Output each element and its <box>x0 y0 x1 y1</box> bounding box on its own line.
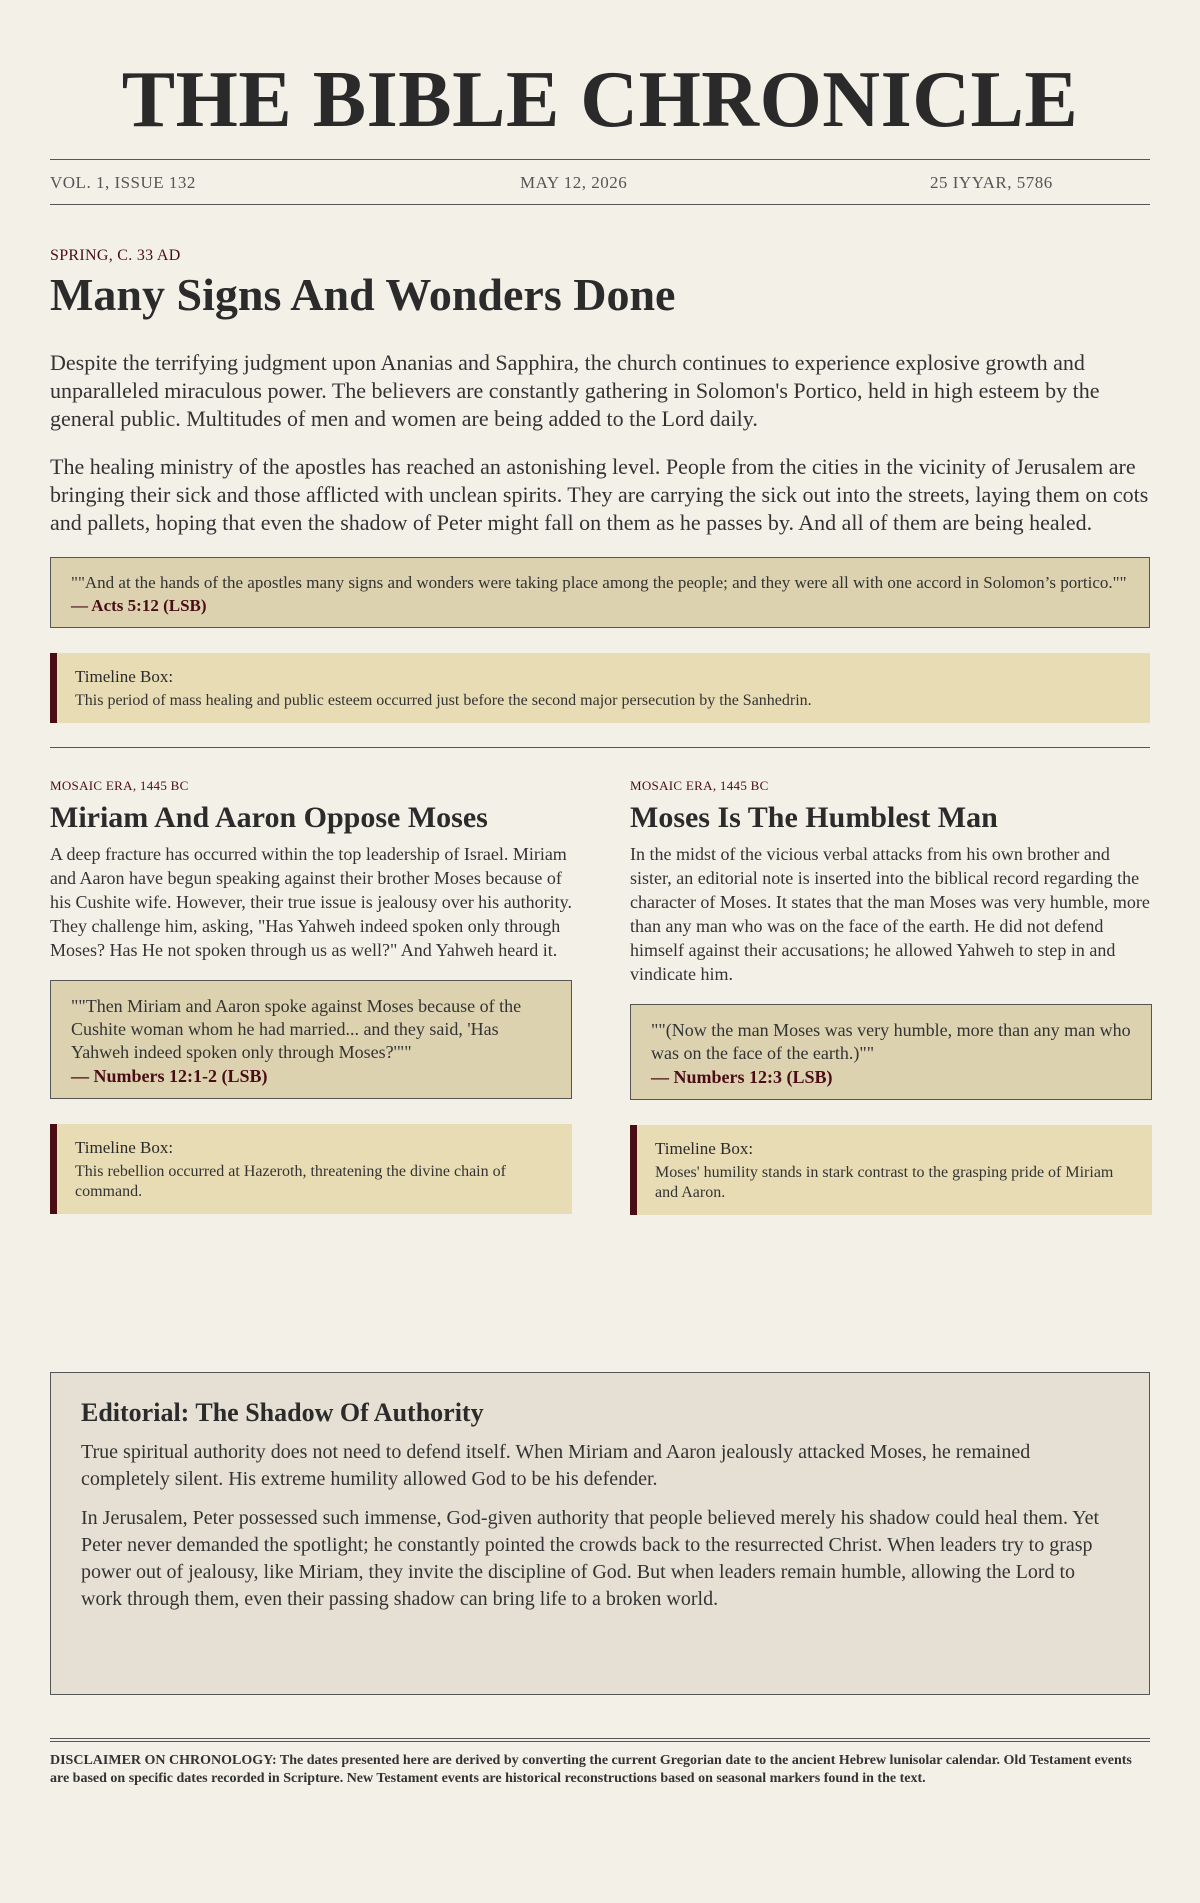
quote-citation: — Numbers 12:3 (LSB) <box>651 1067 833 1087</box>
footer-disclaimer <box>50 1738 1150 1788</box>
newspaper-page <box>50 0 1150 1786</box>
right-body: In the midst of the vicious verbal attacks from his own brother and sister, an editorial note is inserted into the biblical record regarding the character of Moses. It states that the man Moses was very humble, more than any man who was on the face of the earth. He did not defend himself against their accusations; he allowed Yahweh to step in and vindicate him. <box>630 844 1150 984</box>
timeline-text: This period of mass healing and public esteem occurred just before the second major persecution by the Sanhedrin. <box>75 692 812 709</box>
timeline-text: This rebellion occurred at Hazeroth, threatening the divine chain of command. <box>75 1163 506 1200</box>
left-scripture-quote <box>50 980 572 1099</box>
volume-issue: VOL. 1, ISSUE 132 <box>50 173 196 192</box>
timeline-title: Timeline Box: <box>75 667 174 686</box>
editorial-box <box>50 1372 1150 1695</box>
newspaper-title: THE BIBLE CHRONICLE <box>121 56 1079 144</box>
left-body: A deep fracture has occurred within the top leadership of Israel. Miriam and Aaron have begun speaking against their brother Moses because of his Cushite wife. However, their true issue is jealousy over his authority. They challenge him, asking, "Has Yahweh indeed spoken only through Moses? Has He not spoken through us as well?" And Yahweh heard it. <box>50 844 573 960</box>
right-article <box>630 778 1152 1215</box>
editorial-paragraph: In Jerusalem, Peter possessed such immense, God-given authority that people believed merely his shadow could heal them. Yet Peter never demanded the spotlight; he constantly pointed the crowds back to the resurrected Christ. When leaders try to grasp power out of jealousy, like Miriam, they invite the discipline of God. But when leaders remain humble, allowing the Lord to work through them, even their passing shadow can bring life to a broken world. <box>81 1507 1100 1610</box>
dateline <box>50 159 1150 205</box>
lead-eyebrow: SPRING, C. 33 AD <box>50 247 181 264</box>
left-article <box>50 778 572 1214</box>
timeline-text: Moses' humility stands in stark contrast to the grasping pride of Miriam and Aaron. <box>655 1164 1114 1201</box>
editorial-title: Editorial: The Shadow Of Authority <box>81 1398 484 1427</box>
hebrew-date: 25 IYYAR, 5786 <box>930 173 1053 192</box>
lead-headline: Many Signs And Wonders Done <box>50 269 676 320</box>
quote-text: ""And at the hands of the apostles many signs and wonders were taking place among the people; and they were all with one accord in Solomon’s portico."" <box>71 573 1127 592</box>
left-headline: Miriam And Aaron Oppose Moses <box>50 801 488 834</box>
right-eyebrow: MOSAIC ERA, 1445 BC <box>630 778 769 793</box>
two-column-section <box>50 778 1150 1278</box>
left-timeline-box <box>50 1124 572 1214</box>
timeline-title: Timeline Box: <box>75 1138 174 1157</box>
lead-paragraph: Despite the terrifying judgment upon Ananias and Sapphira, the church continues to experience explosive growth and unparalleled miraculous power. The believers are constantly gathering in Solomon's Portico, held in high esteem by the general public. Multitudes of men and women are being added to the Lord daily. <box>50 350 1100 431</box>
disclaimer-text: DISCLAIMER ON CHRONOLOGY: The dates presented here are derived by converting the current Gregorian date to the ancient Hebrew lunisolar calendar. Old Testament events are based on specific dates recorded in Scripture. New Testament events are historical reconstructions based on seasonal markers found in the text. <box>50 1753 1132 1786</box>
timeline-title: Timeline Box: <box>655 1139 754 1158</box>
editorial-paragraph: True spiritual authority does not need to defend itself. When Miriam and Aaron jealously attacked Moses, he remained completely silent. His extreme humility allowed God to be his defender. <box>81 1441 1031 1490</box>
quote-citation: — Numbers 12:1-2 (LSB) <box>71 1066 268 1086</box>
lead-scripture-quote <box>50 557 1150 628</box>
quote-text: ""(Now the man Moses was very humble, more than any man who was on the face of the earth.)"" <box>651 1020 1131 1063</box>
left-eyebrow: MOSAIC ERA, 1445 BC <box>50 778 189 793</box>
right-headline: Moses Is The Humblest Man <box>630 801 998 834</box>
quote-text: ""Then Miriam and Aaron spoke against Moses because of the Cushite woman whom he had married... and they said, 'Has Yahweh indeed spoken only through Moses?'"" <box>71 996 522 1062</box>
section-divider <box>50 747 1150 748</box>
right-timeline-box <box>630 1125 1152 1215</box>
lead-article <box>50 247 1150 723</box>
right-scripture-quote <box>630 1004 1152 1100</box>
lead-timeline-box <box>50 653 1150 723</box>
lead-paragraph: The healing ministry of the apostles has reached an astonishing level. People from the cities in the vicinity of Jerusalem are bringing their sick and those afflicted with unclean spirits. They are carrying the sick out into the streets, laying them on cots and pallets, hoping that even the shadow of Peter might fall on them as he passes by. And all of them are being healed. <box>50 454 1149 535</box>
quote-citation: — Acts 5:12 (LSB) <box>71 596 207 615</box>
publication-date: MAY 12, 2026 <box>520 173 628 192</box>
masthead <box>50 0 1150 205</box>
